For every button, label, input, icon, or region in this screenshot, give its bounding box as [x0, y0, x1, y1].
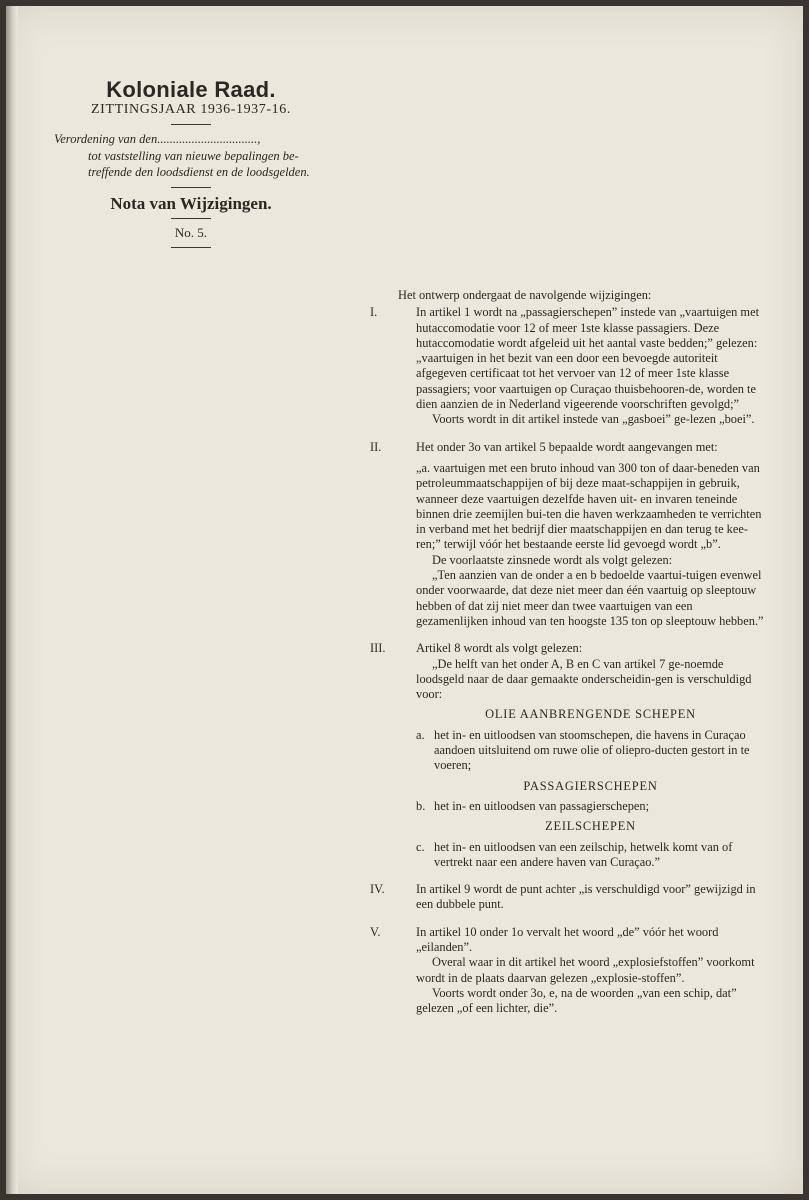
divider	[171, 247, 211, 248]
item-number: I.	[370, 305, 378, 320]
divider	[171, 187, 211, 188]
amendment-item	[370, 440, 765, 630]
section-heading: PASSAGIERSCHEPEN	[523, 778, 658, 793]
paragraph: Overal waar in dit artikel het woord „explosiefstoffen” voorkomt wordt in de plaats daarvan gelezen „explosie-stoffen”.	[416, 955, 755, 985]
paragraph: De voorlaatste zinsnede wordt als volgt gelezen:	[432, 552, 673, 567]
ordinance-line: Verordening van den................................,	[54, 132, 261, 146]
paragraph: In artikel 10 onder 1o vervalt het woord „de” vóór het woord „eilanden”.	[416, 924, 719, 954]
sub-item-letter: b.	[416, 798, 426, 813]
paragraph: „a. vaartuigen met een bruto inhoud van 300 ton of daar-beneden van petroleummaatschappijen of bij deze maat-schappijen in gebruik, wanneer deze vaartuigen dezelfde haven uit- en invaren teneinde binnen drie zeemijlen bui-ten die haven werkzaamheden te verrichten in verband met het bedrijf dier maatschappijen en dan terug te kee-ren;” terwijl vóór het bestaande eerste lid gevoegd wordt „b”.	[416, 460, 762, 552]
ordinance-description	[46, 131, 336, 181]
section-heading: OLIE AANBRENGENDE SCHEPEN	[485, 707, 696, 722]
document-header	[46, 78, 336, 254]
document-title: Nota van Wijzigingen.	[110, 193, 272, 213]
amendment-item	[370, 925, 765, 1017]
amendment-item	[370, 641, 765, 870]
sub-item	[416, 840, 765, 871]
sub-item-text: het in- en uitloodsen van stoomschepen, die havens in Curaçao aandoen uitsluitend om ruwe olie of oliepro-ducten gestort in te voeren;	[434, 727, 750, 773]
amendment-item	[370, 305, 765, 427]
intro-line: Het ontwerp ondergaat de navolgende wijzigingen:	[398, 288, 652, 302]
section-heading: ZEILSCHEPEN	[545, 819, 636, 834]
item-number: V.	[370, 924, 381, 939]
sub-item-letter: a.	[416, 727, 425, 742]
council-title: Koloniale Raad.	[106, 77, 276, 102]
ordinance-line: treffende den loodsdienst en de loodsgelden.	[88, 165, 310, 179]
ordinance-line: tot vaststelling van nieuwe bepalingen be-	[88, 148, 299, 163]
paragraph: Het onder 3o van artikel 5 bepaalde wordt aangevangen met:	[416, 439, 718, 454]
sub-item-letter: c.	[416, 839, 425, 854]
sub-item-text: het in- en uitloodsen van een zeilschip, hetwelk komt van of vertrekt naar een andere haven van Curaçao.”	[434, 839, 733, 869]
paragraph: Voorts wordt onder 3o, e, na de woorden „van een schip, dat” gelezen „of een lichter, die”.	[416, 985, 737, 1016]
item-number: III.	[370, 641, 386, 656]
divider	[171, 124, 211, 125]
sub-item-text: het in- en uitloodsen van passagierschepen;	[434, 798, 650, 813]
quote-paragraph: „De helft van het onder A, B en C van artikel 7 ge-noemde loodsgeld naar de daar gemaakte onderscheidin-gen is verschuldigd voor:	[416, 656, 752, 702]
paragraph: „Ten aanzien van de onder a en b bedoelde vaartui-tuigen evenwel onder voorwaarde, dat deze niet meer dan één vaartuig op sleeptouw hebben of dat zij niet meer dan twee vaartuigen van een gezamenlijken inhoud van ten hoogste 135 ton op sleeptouw hebben.”	[416, 568, 764, 628]
paragraph: In artikel 1 wordt na „passagierschepen” instede van „vaartuigen met hutaccomodatie voor 12 of meer 1ste klasse passagiers. Deze hutaccomodatie wordt afgeleid uit het aantal vaste bedden;” gelezen: „vaartuigen in het bezit van een door een bevoegde autoriteit afgegeven certificaat tot het vervoer van 12 of meer 1ste klasse passagiers; voor vaartuigen op Curaçao thuisbehooren-de, worden te dien aanzien de in Nederland vigeerende voorschriften gevolgd;”	[416, 305, 760, 412]
binding-fold	[6, 6, 18, 1194]
amendments-body	[370, 288, 765, 1016]
item-number: II.	[370, 439, 382, 454]
document-page	[6, 6, 803, 1194]
document-number: No. 5.	[174, 224, 208, 240]
paragraph: In artikel 9 wordt de punt achter „is verschuldigd voor” gewijzigd in een dubbele punt.	[416, 882, 756, 912]
session-year: ZITTINGSJAAR 1936-1937-16.	[91, 102, 291, 117]
amendment-item	[370, 882, 765, 913]
item-number: IV.	[370, 882, 385, 897]
paragraph: Artikel 8 wordt als volgt gelezen:	[416, 641, 583, 656]
sub-item	[416, 728, 765, 774]
sub-item	[416, 799, 765, 814]
paragraph: Voorts wordt in dit artikel instede van „gasboei” ge-lezen „boei”.	[432, 412, 755, 427]
divider	[171, 218, 211, 219]
